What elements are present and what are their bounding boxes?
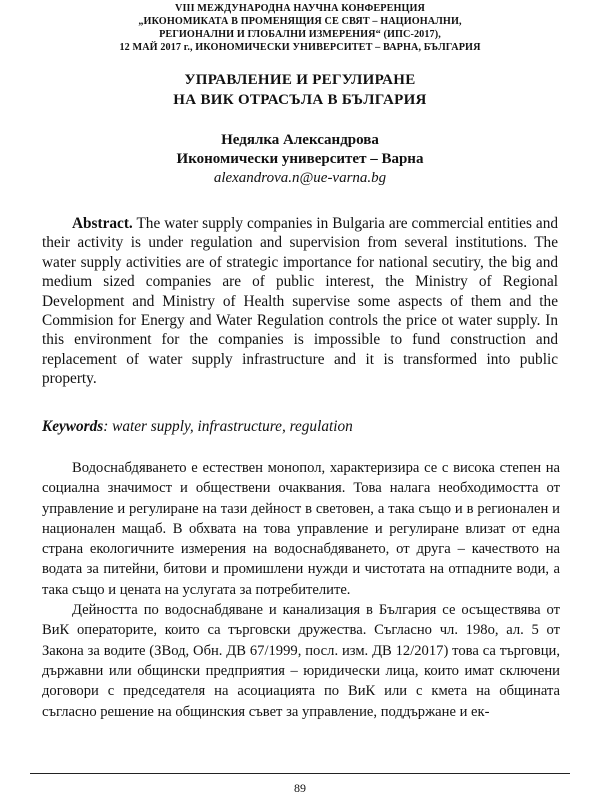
footer-divider: [30, 773, 570, 774]
keywords-label: Keywords: [42, 418, 104, 435]
conference-header-line: РЕГИОНАЛНИ И ГЛОБАЛНИ ИЗМЕРЕНИЯ“ (ИПС-2017),: [159, 29, 441, 40]
body-paragraph: Водоснабдяването е естествен монопол, характеризира се с висока степен на социална значимост и обществени очаквания. Това налага необходимостта от управление и регулиране на тази дейност в световен, а така също и в регионален и национален мащаб. В обхвата на това управление и регулиране влизат от една страна екологичните измерения на водоснабдяването, от друга – качеството на водата за питейни, битови и промишлени нужди и чистотата на отпадните води, а така също и цената на услугата за потребителите.: [42, 460, 560, 598]
author-name: Недялка Александрова: [221, 132, 379, 148]
conference-header: [20, 2, 580, 54]
author-affiliation: Икономически университет – Варна: [176, 151, 424, 167]
abstract-text: The water supply companies in Bulgaria are commercial entities and their activity is under regulation and supervision from several institutions. The water supply activities are of strategic importance for national secutiry, the big and medium sized companies are of public interest, the Ministry of Regional Development and Ministry of Health supervise some aspects of them and the Commision for Energy and Water Regulation controls the price ot water supply. In this environment for the companies is impossible to fund construction and replacement of water supply infrastructure and it is transformed into public property.: [42, 215, 558, 388]
paper-title: [40, 70, 560, 110]
author-email: alexandrova.n@ue-varna.bg: [213, 170, 387, 186]
keywords: [42, 417, 558, 436]
paper-title-line: НА ВИК ОТРАСЪЛА В БЪЛГАРИЯ: [173, 92, 427, 108]
conference-header-line: VIII МЕЖДУНАРОДНА НАУЧНА КОНФЕРЕНЦИЯ: [174, 3, 426, 14]
body-text: [42, 458, 560, 722]
abstract: [42, 214, 558, 389]
page-number: 89: [294, 781, 306, 795]
body-paragraph: Дейността по водоснабдяване и канализация в България се осъществява от ВиК операторите, които са търговски дружества. Съгласно чл. 198о, ал. 5 от Закона за водите (ЗВод, Обн. ДВ 67/1999, посл. изм. ДВ 12/2017) това са търговци, държавни или общински предприятия – юридически лица, които имат сключени договори с председателя на асоциацията по ВиК или с кмета на общината съгласно решение на общинския съвет за управление, поддържане и ек-: [42, 602, 560, 720]
paper-title-line: УПРАВЛЕНИЕ И РЕГУЛИРАНЕ: [184, 72, 416, 88]
conference-header-line: 12 МАЙ 2017 г., ИКОНОМИЧЕСКИ УНИВЕРСИТЕТ – ВАРНА, БЪЛГАРИЯ: [119, 42, 481, 53]
author-block: [40, 131, 560, 188]
abstract-label: Abstract.: [72, 215, 133, 232]
conference-header-line: „ИКОНОМИКАТА В ПРОМЕНЯЩИЯ СЕ СВЯТ – НАЦИОНАЛНИ,: [138, 16, 462, 27]
keywords-text: : water supply, infrastructure, regulation: [103, 418, 353, 435]
